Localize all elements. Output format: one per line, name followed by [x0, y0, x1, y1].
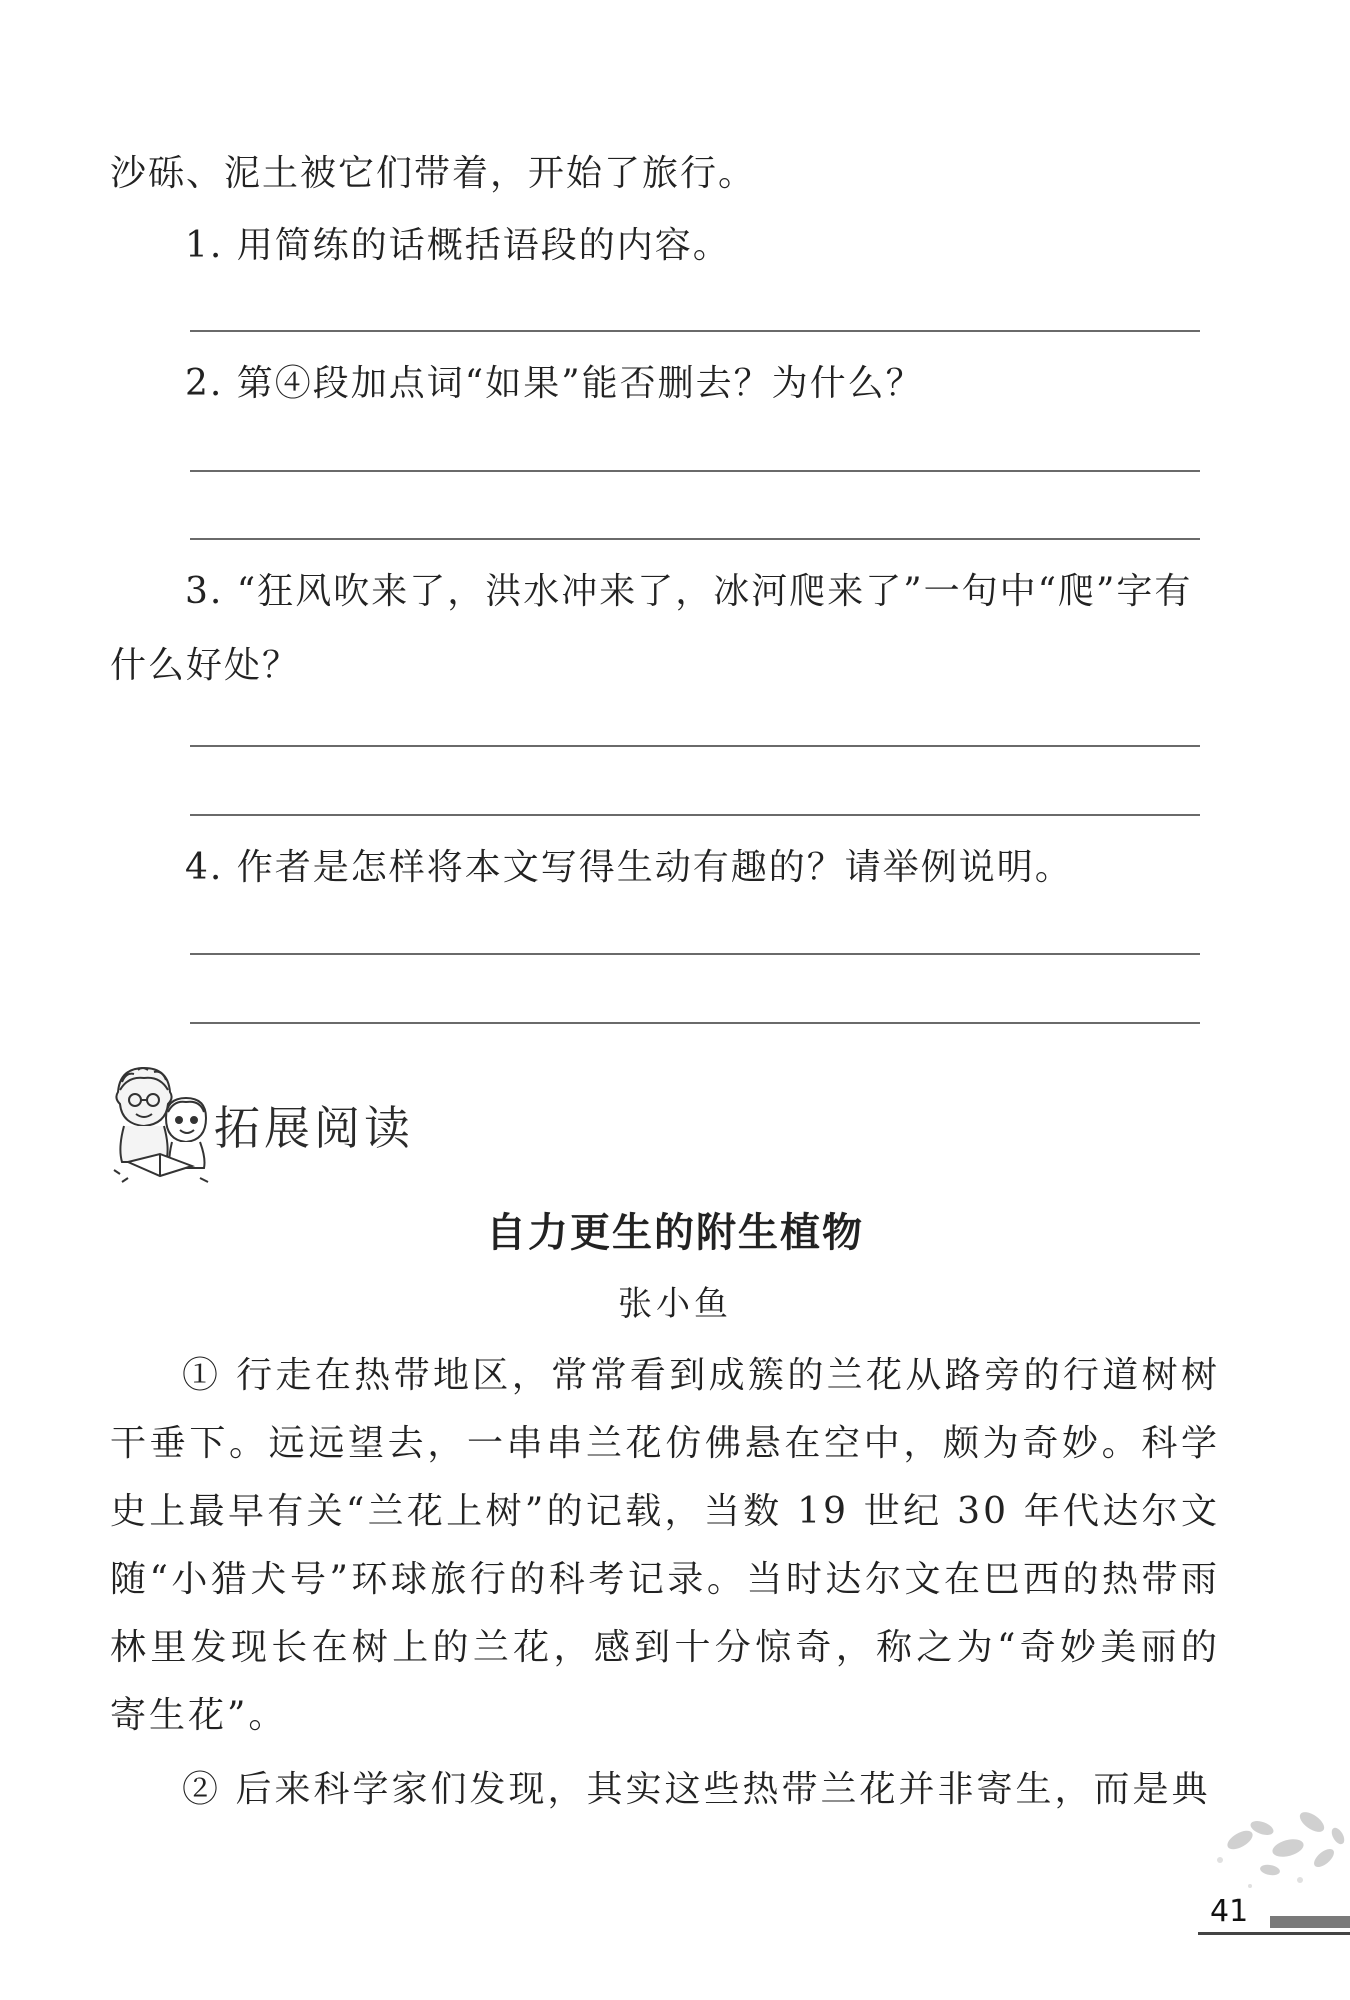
- article-paragraph-1: ① 行走在热带地区，常常看到成簇的兰花从路旁的行道树树干垂下。远远望去，一串串兰花仿佛悬在空中，颇为奇妙。科学史上最早有关“兰花上树”的记载，当数 19 世纪 30 年代达尔文随“小猎犬号”环球旅行的科考记录。当时达尔文在巴西的热带雨林里发现长在树上的兰花，感到十分惊奇，称之为“奇妙美丽的寄生花”。: [110, 1355, 1220, 1736]
- section-heading: [108, 1062, 528, 1192]
- answer-line-1a[interactable]: [190, 330, 1200, 332]
- leaf-decoration-icon: [1200, 1800, 1350, 1900]
- question-3-line-1: 3. “狂风吹来了，洪水冲来了，冰河爬来了”一句中“爬”字有: [185, 571, 1193, 612]
- answer-line-3a[interactable]: [190, 745, 1200, 747]
- question-3-line-2: 什么好处？: [110, 645, 301, 686]
- answer-line-3b[interactable]: [190, 814, 1200, 816]
- question-1: 1. 用简练的话概括语段的内容。: [185, 225, 731, 266]
- answer-line-2b[interactable]: [190, 538, 1200, 540]
- article-title: 自力更生的附生植物: [486, 1210, 864, 1256]
- article-author: 张小鱼: [618, 1284, 732, 1324]
- section-heading-label: 拓展阅读: [214, 1101, 414, 1155]
- passage-fragment: 沙砾、泥土被它们带着，开始了旅行。: [110, 153, 757, 194]
- answer-line-2a[interactable]: [190, 470, 1200, 472]
- question-4: 4. 作者是怎样将本文写得生动有趣的？请举例说明。: [185, 847, 1073, 888]
- page-number-underline: [1198, 1932, 1350, 1935]
- page-number-bar: [1270, 1916, 1350, 1928]
- article-paragraph-2: ② 后来科学家们发现，其实这些热带兰花并非寄生，而是典: [182, 1769, 1211, 1810]
- question-2: 2. 第④段加点词“如果”能否删去？为什么？: [185, 363, 924, 404]
- answer-line-4a[interactable]: [190, 953, 1200, 955]
- page-number: 41: [1210, 1894, 1249, 1929]
- answer-line-4b[interactable]: [190, 1022, 1200, 1024]
- reading-children-icon: [108, 1062, 218, 1192]
